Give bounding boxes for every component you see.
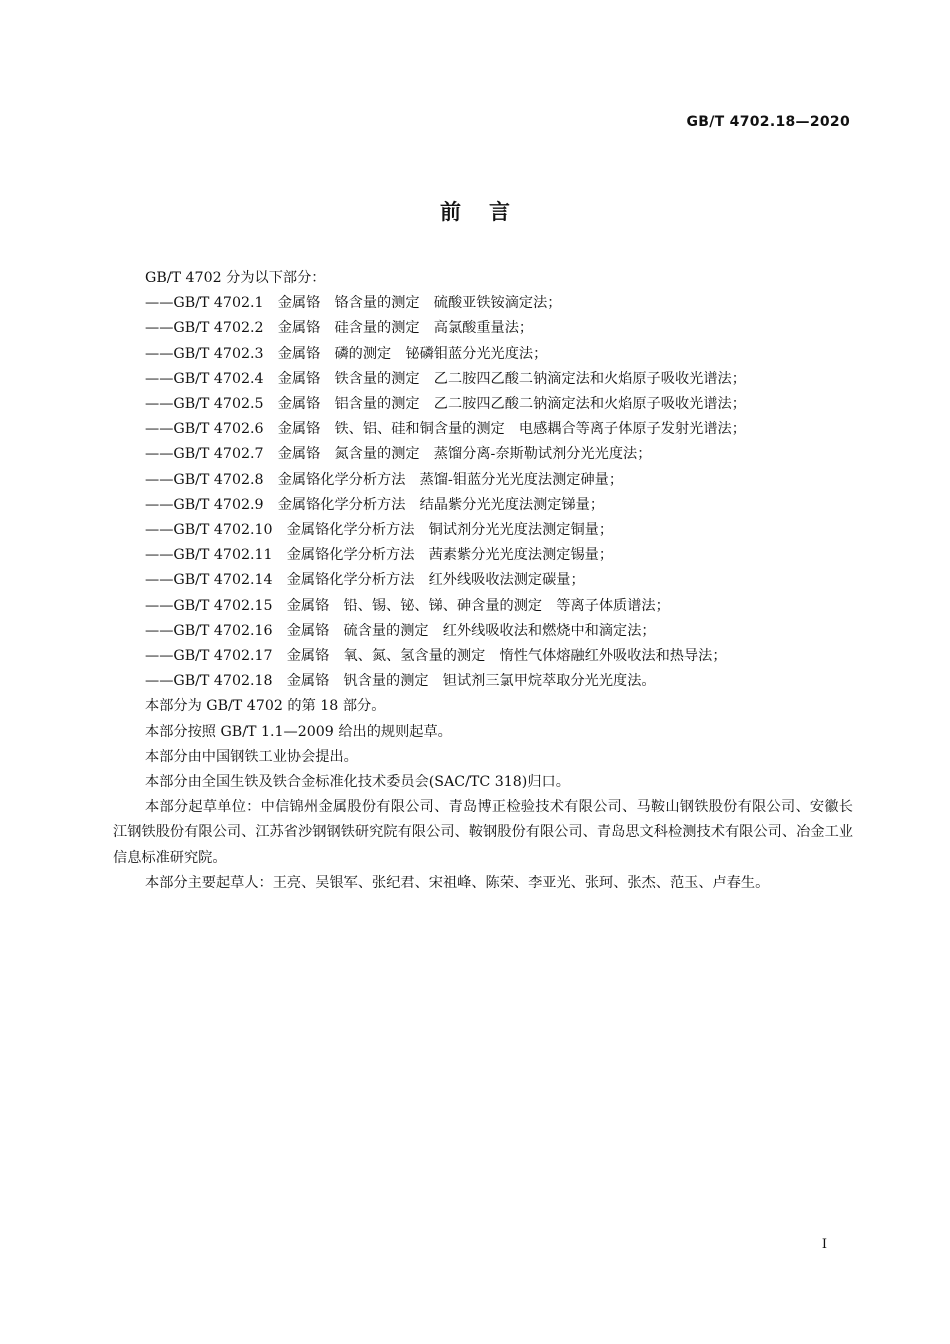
list-item: ——GB/T 4702.9 金属铬化学分析方法 结晶紫分光光度法测定锑量； bbox=[145, 496, 605, 513]
list-item: ——GB/T 4702.7 金属铬 氮含量的测定 蒸馏分离-奈斯勒试剂分光光度法； bbox=[145, 446, 652, 463]
list-item: ——GB/T 4702.3 金属铬 磷的测定 铋磷钼蓝分光光度法； bbox=[145, 345, 548, 362]
list-item: ——GB/T 4702.10 金属铬化学分析方法 铜试剂分光光度法测定铜量； bbox=[145, 522, 614, 539]
list-item: ——GB/T 4702.14 金属铬化学分析方法 红外线吸收法测定碳量； bbox=[145, 572, 585, 589]
part-of-statement: 本部分为 GB/T 4702 的第 18 部分。 bbox=[145, 698, 386, 715]
parts-list bbox=[113, 291, 853, 694]
list-item: ——GB/T 4702.15 金属铬 铅、锡、铋、锑、砷含量的测定 等离子体质谱法； bbox=[145, 597, 670, 614]
list-item: ——GB/T 4702.18 金属铬 钒含量的测定 钽试剂三氯甲烷萃取分光光度法。 bbox=[145, 673, 656, 690]
list-item: ——GB/T 4702.8 金属铬化学分析方法 蒸馏-钼蓝分光光度法测定砷量； bbox=[145, 471, 624, 488]
list-item: ——GB/T 4702.16 金属铬 硫含量的测定 红外线吸收法和燃烧中和滴定法； bbox=[145, 622, 656, 639]
drafters-statement: 本部分主要起草人：王亮、吴银军、张纪君、宋祖峰、陈荣、李亚光、张珂、张杰、范玉、卢春生。 bbox=[145, 874, 770, 891]
list-item: ——GB/T 4702.5 金属铬 铝含量的测定 乙二胺四乙酸二钠滴定法和火焰原子吸收光谱法； bbox=[145, 396, 746, 413]
list-item: ——GB/T 4702.6 金属铬 铁、铝、硅和铜含量的测定 电感耦合等离子体原子发射光谱法； bbox=[145, 421, 746, 438]
list-item: ——GB/T 4702.11 金属铬化学分析方法 茜素紫分光光度法测定锡量； bbox=[145, 547, 614, 564]
standard-code: GB/T 4702.18—2020 bbox=[686, 114, 850, 130]
list-item: ——GB/T 4702.17 金属铬 氧、氮、氢含量的测定 惰性气体熔融红外吸收法和热导法； bbox=[145, 648, 727, 665]
list-item: ——GB/T 4702.4 金属铬 铁含量的测定 乙二胺四乙酸二钠滴定法和火焰原子吸收光谱法； bbox=[145, 370, 746, 387]
list-item: ——GB/T 4702.2 金属铬 硅含量的测定 高氯酸重量法； bbox=[145, 320, 534, 337]
page-title: 前言 bbox=[440, 200, 538, 224]
drafting-units-statement: 本部分起草单位：中信锦州金属股份有限公司、青岛博正检验技术有限公司、马鞍山钢铁股份有限公司、安徽长江钢铁股份有限公司、江苏省沙钢钢铁研究院有限公司、鞍钢股份有限公司、青岛思文科检测技术有限公司、冶金工业信息标准研究院。 bbox=[113, 799, 853, 866]
managed-by-statement: 本部分由全国生铁及铁合金标准化技术委员会(SAC/TC 318)归口。 bbox=[145, 774, 570, 791]
intro-text: GB/T 4702 分为以下部分： bbox=[145, 270, 326, 286]
list-item: ——GB/T 4702.1 金属铬 铬含量的测定 硫酸亚铁铵滴定法； bbox=[145, 295, 562, 312]
drafting-rules-statement: 本部分按照 GB/T 1.1—2009 给出的规则起草。 bbox=[145, 723, 452, 740]
foreword-body bbox=[113, 266, 853, 896]
proposed-by-statement: 本部分由中国钢铁工业协会提出。 bbox=[145, 748, 358, 765]
page-number: I bbox=[821, 1237, 827, 1252]
